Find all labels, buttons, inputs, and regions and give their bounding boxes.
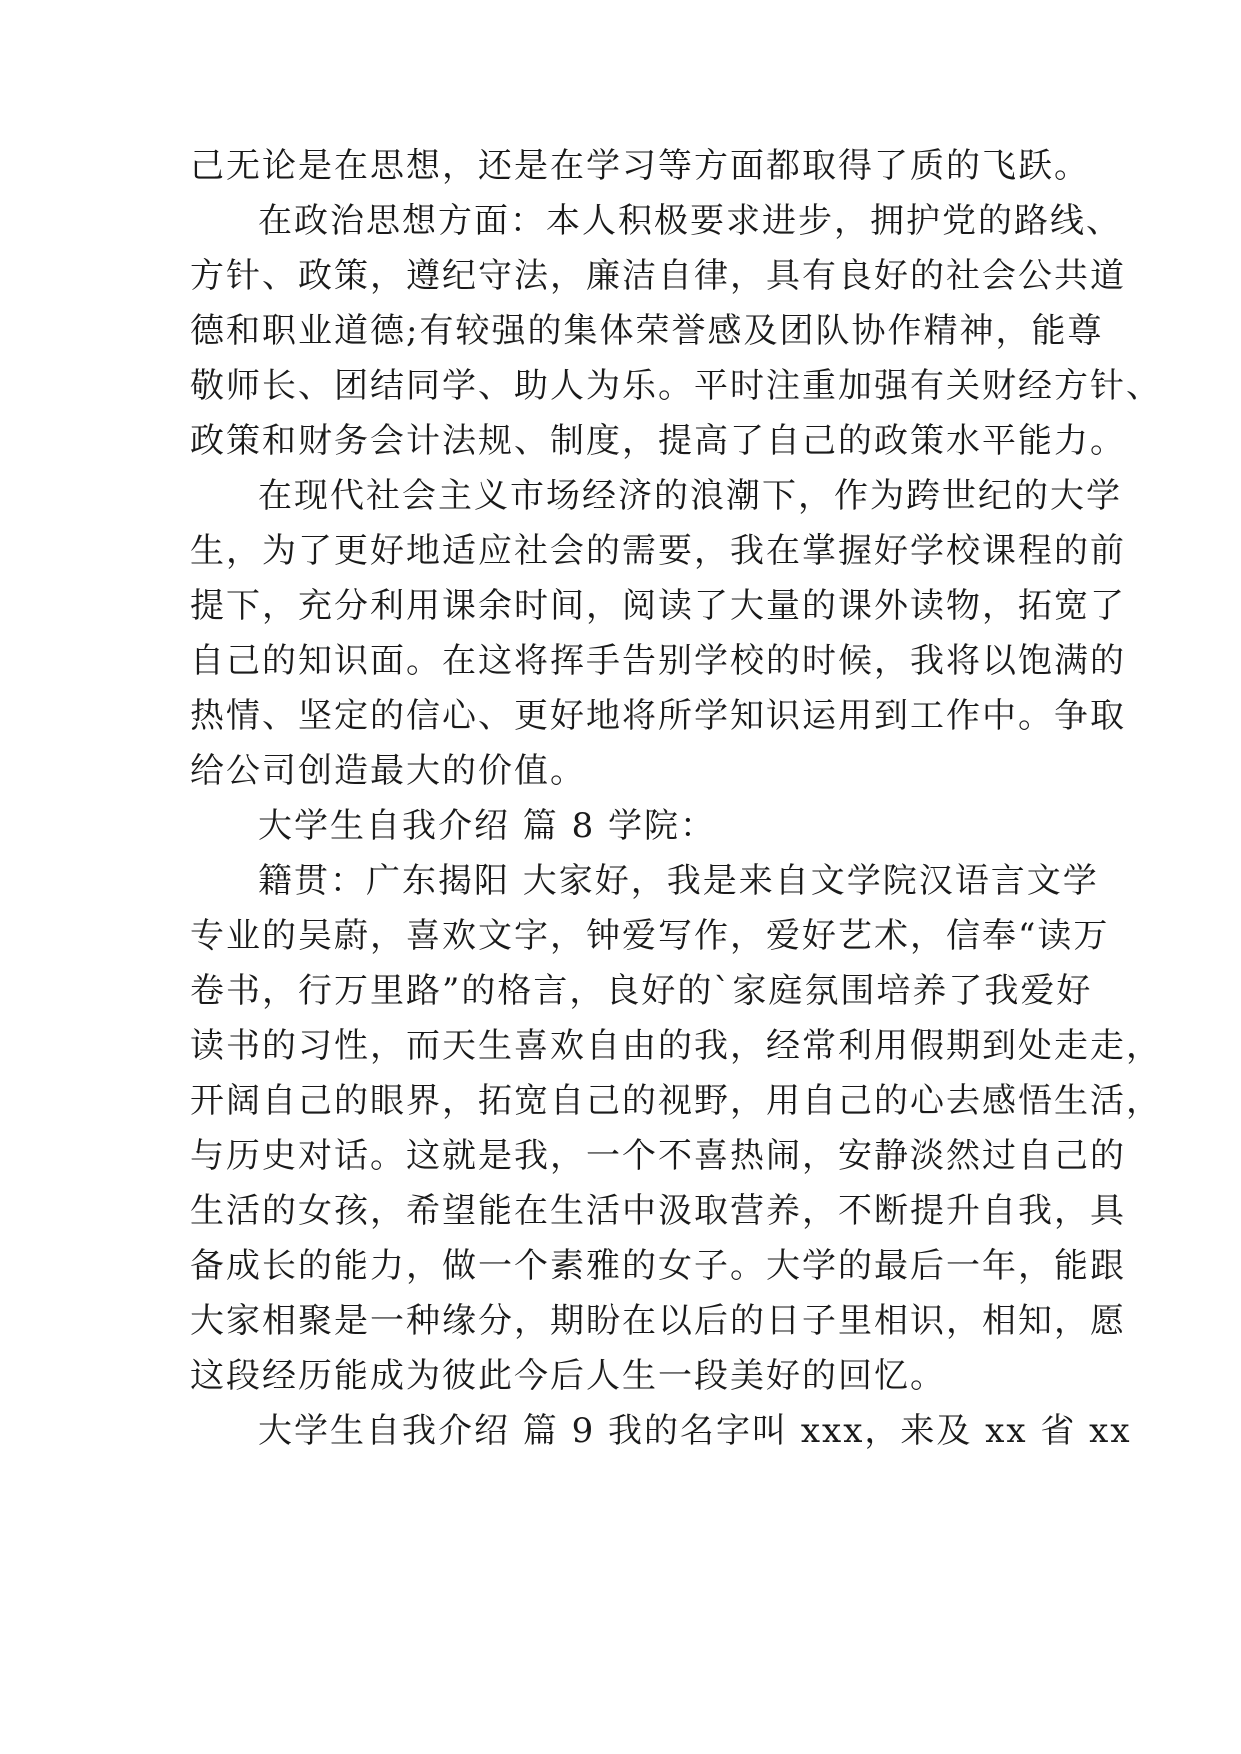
text-line: 生，为了更好地适应社会的需要，我在掌握好学校课程的前 — [190, 531, 1126, 571]
section-heading-line: 大学生自我介绍 篇 9 我的名字叫 xxx，来及 xx 省 xx — [258, 1411, 1132, 1451]
text-line: 这段经历能成为彼此今后人生一段美好的回忆。 — [190, 1356, 946, 1396]
paragraph-start-line: 在政治思想方面：本人积极要求进步，拥护党的路线、 — [258, 201, 1122, 241]
text-line: 读书的习性，而天生喜欢自由的我，经常利用假期到处走走， — [190, 1026, 1162, 1066]
paragraph-start-line: 在现代社会主义市场经济的浪潮下，作为跨世纪的大学 — [258, 476, 1122, 516]
section-heading-line: 大学生自我介绍 篇 8 学院： — [258, 806, 717, 846]
text-line: 给公司创造最大的价值。 — [190, 751, 586, 791]
text-line: 开阔自己的眼界，拓宽自己的视野，用自己的心去感悟生活， — [190, 1081, 1162, 1121]
text-line: 专业的吴蔚，喜欢文字，钟爱写作，爱好艺术，信奉“读万 — [190, 916, 1110, 956]
text-line: 德和职业道德;有较强的集体荣誉感及团队协作精神，能尊 — [190, 311, 1104, 351]
text-line: 敬师长、团结同学、助人为乐。平时注重加强有关财经方针、 — [190, 366, 1162, 406]
text-line: 热情、坚定的信心、更好地将所学知识运用到工作中。争取 — [190, 696, 1126, 736]
text-line: 与历史对话。这就是我，一个不喜热闹，安静淡然过自己的 — [190, 1136, 1126, 1176]
text-line: 生活的女孩，希望能在生活中汲取营养，不断提升自我，具 — [190, 1191, 1126, 1231]
text-line: 提下，充分利用课余时间，阅读了大量的课外读物，拓宽了 — [190, 586, 1126, 626]
text-line: 己无论是在思想，还是在学习等方面都取得了质的飞跃。 — [190, 146, 1090, 186]
paragraph-start-line: 籍贯：广东揭阳 大家好，我是来自文学院汉语言文学 — [258, 861, 1099, 901]
text-line: 大家相聚是一种缘分，期盼在以后的日子里相识，相知，愿 — [190, 1301, 1126, 1341]
text-line: 政策和财务会计法规、制度，提高了自己的政策水平能力。 — [190, 421, 1126, 461]
text-line: 备成长的能力，做一个素雅的女子。大学的最后一年，能跟 — [190, 1246, 1126, 1286]
text-line: 卷书，行万里路”的格言，良好的`家庭氛围培养了我爱好 — [190, 971, 1093, 1011]
text-line: 方针、政策，遵纪守法，廉洁自律，具有良好的社会公共道 — [190, 256, 1126, 296]
text-line: 自己的知识面。在这将挥手告别学校的时候，我将以饱满的 — [190, 641, 1126, 681]
